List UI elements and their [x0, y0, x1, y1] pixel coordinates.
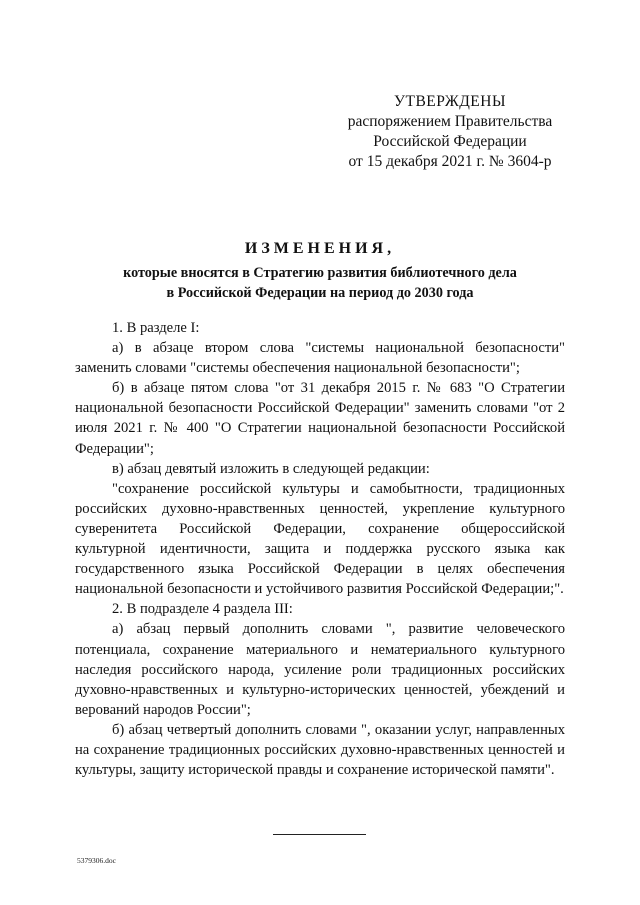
paragraph-2b: б) абзац четвертый дополнить словами ", оказании услуг, направленных на сохранение традиционных российских духовно-нравственных ценностей и культуры, защиту исторической правды и сохранение исторической памяти".: [75, 721, 565, 779]
approval-line-date-number: от 15 декабря 2021 г. № 3604-р: [348, 153, 552, 170]
file-code: 5379306.doc: [77, 856, 116, 865]
subtitle-line-1: которые вносятся в Стратегию развития библиотечного дела: [123, 265, 517, 281]
paragraph-1c: в) абзац девятый изложить в следующей редакции:: [112, 460, 430, 477]
approval-line-order: распоряжением Правительства: [347, 113, 553, 130]
paragraph-1c-quote: "сохранение российской культуры и самобытности, традиционных российских духовно-нравственных ценностей, укрепление культурного суверенитета Российской Федерации, сохранение общероссийской культурной идентичности, защита и поддержка русского языка как государственного языка Российской Федерации в целях обеспечения национальной безопасности и устойчивого развития Российской Федерации;".: [75, 480, 565, 598]
approval-line-authority: Российской Федерации: [373, 133, 527, 150]
approval-block: [330, 92, 570, 172]
document-body: [75, 318, 565, 780]
document-title: ИЗМЕНЕНИЯ,: [244, 240, 396, 257]
subtitle-line-2: в Российской Федерации на период до 2030 года: [166, 285, 474, 301]
paragraph-section-1-heading: 1. В разделе I:: [112, 320, 200, 336]
paragraph-2a: а) абзац первый дополнить словами ", развитие человеческого потенциала, сохранение материального и нематериального культурного наследия российского народа, усиление роли традиционных российских духовно-нравственных и культурно-исторических ценностей, убеждений и верований народов России";: [75, 621, 565, 718]
paragraph-1a: а) в абзаце втором слова "системы национальной безопасности" заменить словами "системы обеспечения национальной безопасности";: [75, 340, 565, 377]
document-subtitle: [75, 263, 565, 303]
approval-heading: УТВЕРЖДЕНЫ: [394, 93, 506, 110]
closing-rule: [273, 834, 366, 835]
paragraph-1b: б) в абзаце пятом слова "от 31 декабря 2015 г. № 683 "О Стратегии национальной безопасности Российской Федерации" заменить словами "от 2 июля 2021 г. № 400 "О Стратегии национальной безопасности Российской Федерации";: [75, 380, 565, 457]
paragraph-section-2-heading: 2. В подразделе 4 раздела III:: [112, 601, 293, 618]
